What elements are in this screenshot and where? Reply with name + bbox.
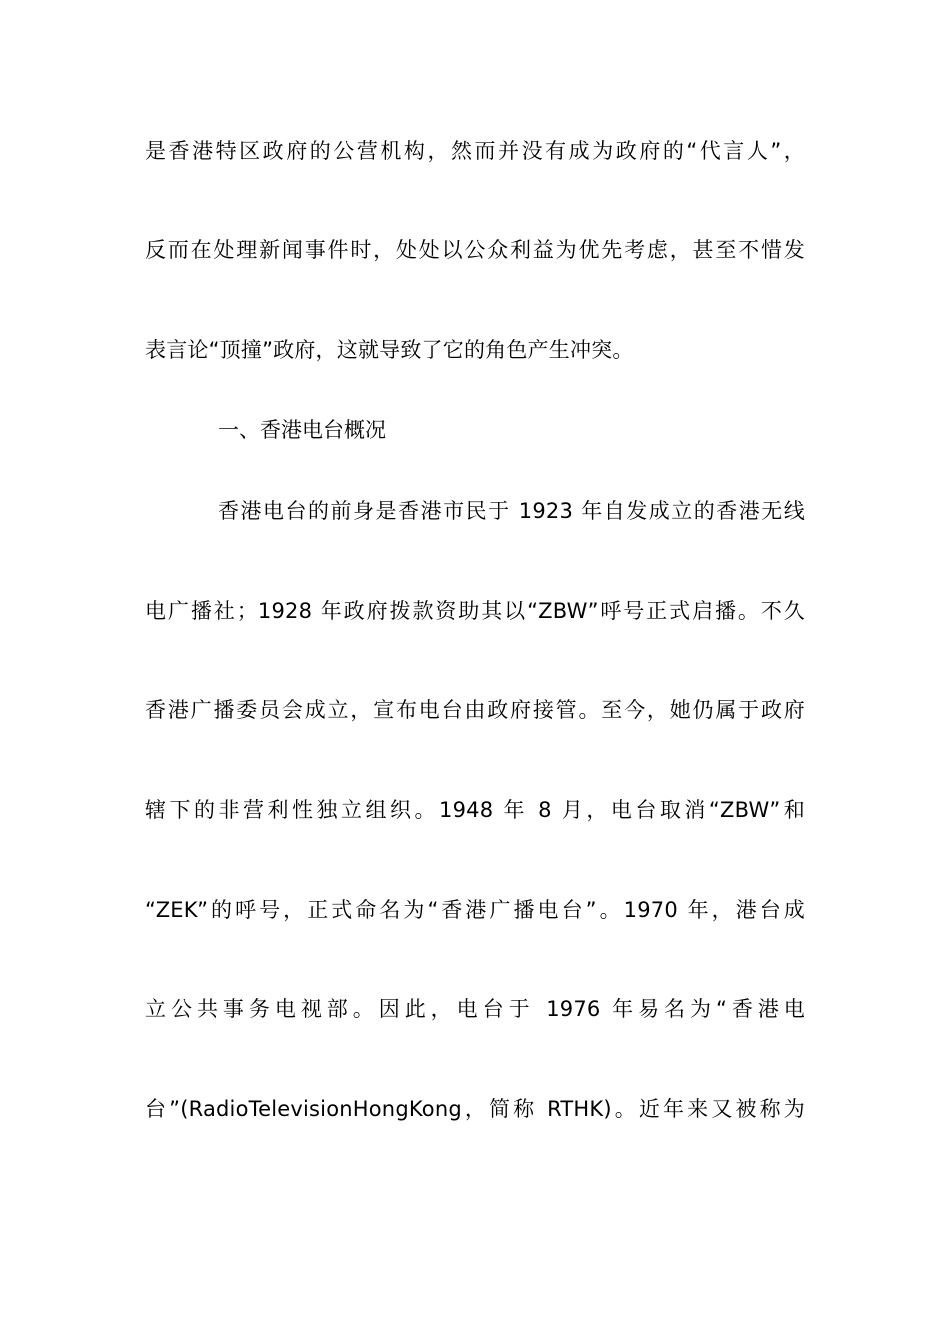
paragraph-1-line-1: 是香港特区政府的公营机构，然而并没有成为政府的“代言人”，: [145, 139, 805, 163]
paragraph-2-line-3: 香港广播委员会成立，宣布电台由政府接管。至今，她仍属于政府: [145, 698, 805, 722]
paragraph-2-line-5: “ZEK”的呼号，正式命名为“香港广播电台”。1970 年，港台成: [145, 898, 805, 922]
paragraph-2-line-2: 电广播社；1928 年政府拨款资助其以“ZBW”呼号正式启播。不久: [145, 599, 805, 623]
paragraph-1-line-2: 反而在处理新闻事件时，处处以公众利益为优先考虑，甚至不惜发: [145, 238, 805, 262]
paragraph-2-line-7: 台”(RadioTelevisionHongKong，简称 RTHK)。近年来又被称为: [145, 1097, 805, 1121]
paragraph-2-line-4: 辖下的非营利性独立组织。1948 年 8 月，电台取消“ZBW”和: [145, 798, 805, 822]
section-heading: 一、香港电台概况: [218, 418, 386, 442]
paragraph-2-line-1: 香港电台的前身是香港市民于 1923 年自发成立的香港无线: [218, 499, 805, 523]
paragraph-1-line-3: 表言论“顶撞”政府，这就导致了它的角色产生冲突。: [145, 338, 634, 362]
paragraph-2-line-6: 立公共事务电视部。因此，电台于 1976 年易名为“香港电: [145, 997, 805, 1021]
